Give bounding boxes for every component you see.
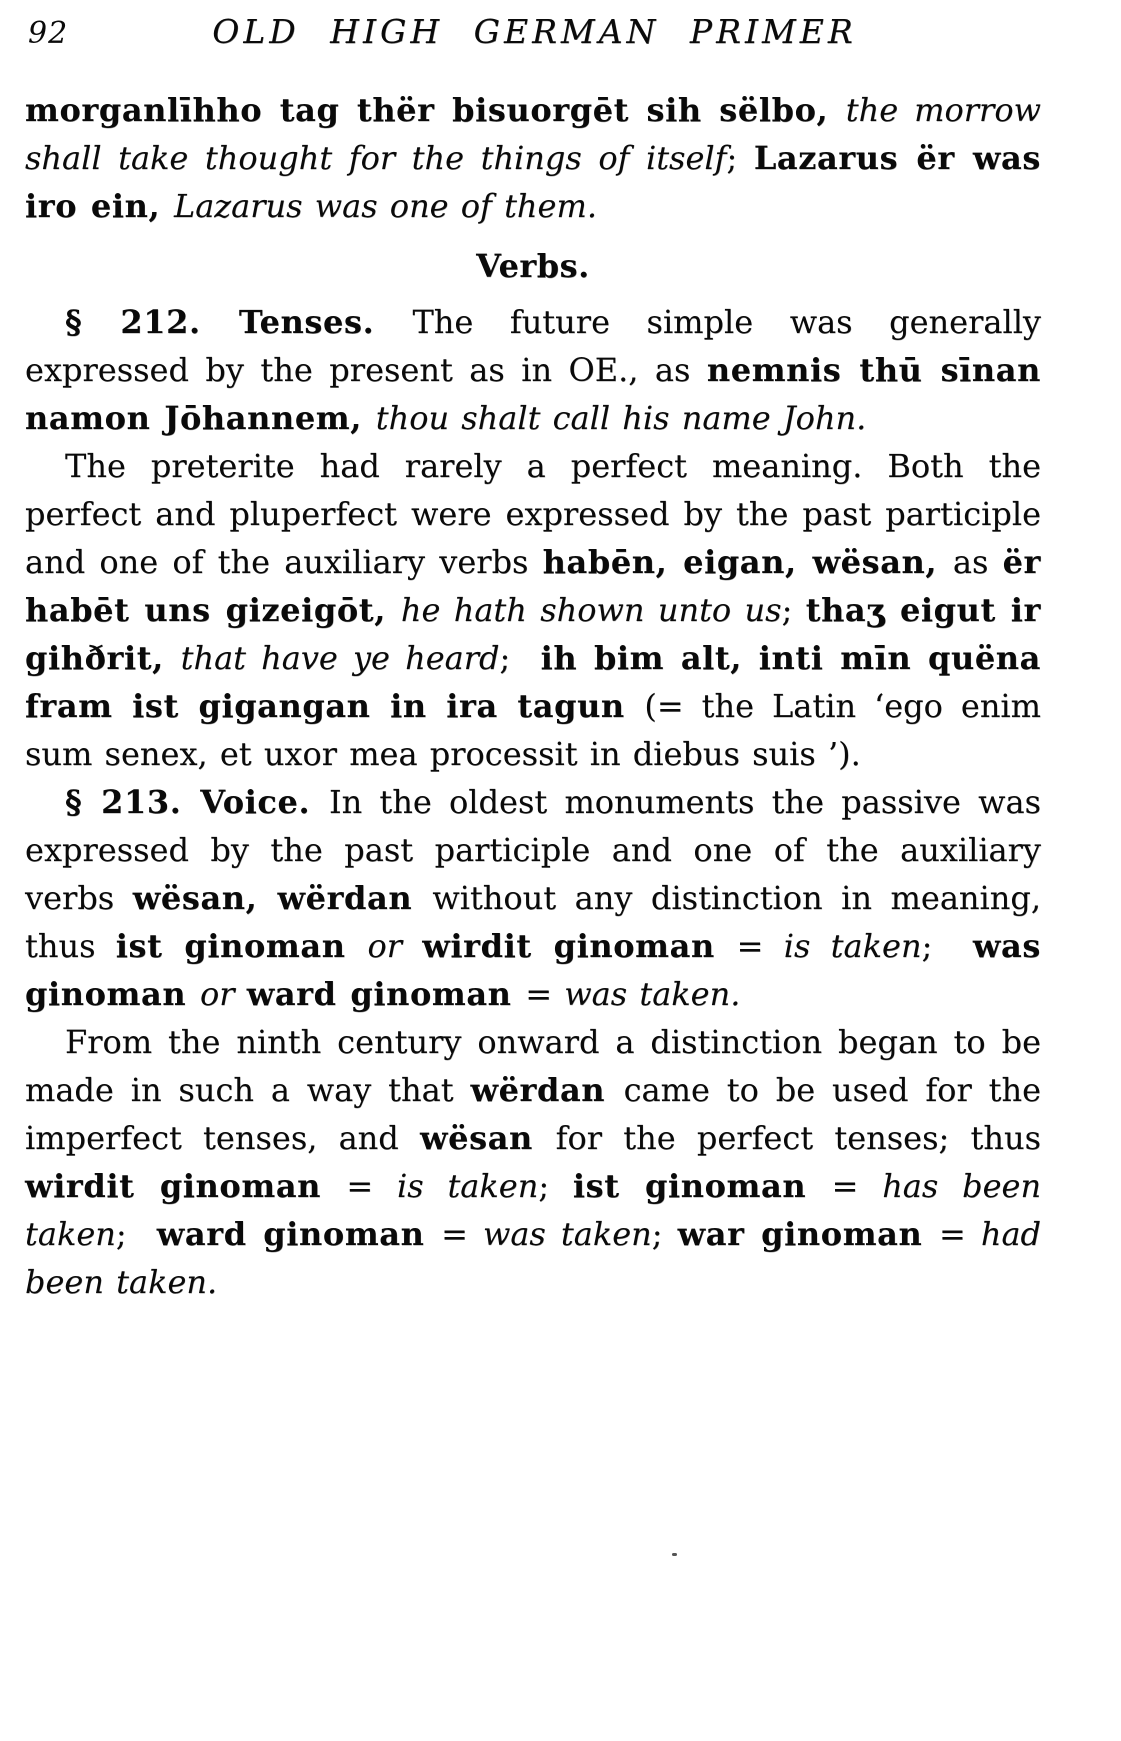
text-run-bold: ist ginoman [572, 1167, 832, 1205]
text-run-italic: thou shalt call his name John. [375, 399, 867, 437]
text-run-regular: ; [921, 927, 973, 965]
text-run-regular: In the oldest monuments the passive was expressed by the past participle and one of the auxiliary verbs [25, 783, 1054, 917]
text-run-bold: wërdan [470, 1071, 624, 1109]
text-run-italic: that have ye heard [180, 639, 500, 677]
text-run-bold: ër habēt uns gizeigōt, [25, 543, 1055, 629]
running-title: OLD HIGH GERMAN PRIMER [212, 12, 857, 51]
running-head [28, 10, 1041, 56]
text-run-bold: wirdit ginoman [422, 927, 737, 965]
text-run-regular: ; [651, 1215, 678, 1253]
text-run-italic: or [199, 975, 247, 1013]
paragraph [25, 298, 1055, 442]
text-run-bold: ward ginoman [156, 1215, 442, 1253]
text-run-bold: ih bim alt, inti mīn quëna fram ist gigangan in ira tagun [25, 639, 1055, 725]
text-run-regular: ; [538, 1167, 573, 1205]
text-run-regular: The future simple was generally expressed by the present as in OE., as [25, 303, 1054, 389]
page-body [25, 86, 1055, 1306]
text-run-bold: wësan, wërdan [132, 879, 433, 917]
text-run-regular: without any distinction in meaning, thus [25, 879, 1054, 965]
text-run-italic: had been taken. [25, 1215, 1054, 1301]
text-run-bold: was ginoman [25, 927, 1055, 1013]
text-run-regular: (= the Latin ‘ego enim sum senex, et uxor mea processit in diebus suis ’). [25, 687, 1054, 773]
text-run-bold: thaʒ eigut ir gihðrit, [25, 591, 1055, 677]
text-run-italic: was taken. [564, 975, 741, 1013]
section-heading: Verbs. [476, 247, 590, 285]
text-run-regular: = [346, 1167, 397, 1205]
text-run-regular: as [952, 543, 1003, 581]
text-run-italic: the morrow shall take thought for the things of itself [25, 91, 1054, 177]
paragraph [25, 1018, 1054, 1306]
text-run-regular: came to be used for the imperfect tenses, and [25, 1071, 1054, 1157]
text-run-regular: ; [726, 139, 754, 177]
text-run-bold: § 213. Voice. [65, 783, 329, 821]
text-run-italic: has been taken [25, 1167, 1054, 1253]
text-run-italic: or [367, 927, 423, 965]
text-run-regular: = [441, 1215, 483, 1253]
paragraph [25, 778, 1055, 1018]
text-run-bold: wirdit ginoman [25, 1167, 347, 1205]
text-run-bold: nemnis thū sīnan namon Jōhannem, [25, 351, 1055, 437]
text-run-bold: habēn, eigan, wësan, [542, 543, 953, 581]
text-run-bold: ward ginoman [246, 975, 526, 1013]
text-run-bold: Lazarus ër was iro ein, [25, 139, 1055, 225]
text-run-bold: war ginoman [677, 1215, 939, 1253]
text-run-bold: ist ginoman [115, 927, 368, 965]
text-run-regular: ; [115, 1215, 157, 1253]
text-run-italic: he hath shown unto us [400, 591, 782, 629]
text-run-regular: From the ninth century onward a distinction began to be made in such a way that [25, 1023, 1054, 1109]
paragraph [25, 86, 1055, 230]
scan-speck [672, 1553, 677, 1556]
text-run-regular: The preterite had rarely a perfect meaning. Both the perfect and pluperfect were expressed by the past participle and one of the auxiliary verbs [25, 447, 1054, 581]
text-run-italic: was taken [482, 1215, 652, 1253]
text-run-bold: § 212. Tenses. [65, 303, 413, 341]
text-run-regular: = [831, 1167, 883, 1205]
text-run-regular: ; [499, 639, 541, 677]
text-run-regular: = [938, 1215, 981, 1253]
text-run-italic: is taken [783, 927, 922, 965]
text-run-bold: morganlīhho tag thër bisuorgēt sih sëlbo, [25, 91, 846, 129]
text-run-regular: for the perfect tenses; thus [555, 1119, 1054, 1157]
text-run-regular: = [525, 975, 565, 1013]
text-run-regular: ; [781, 591, 806, 629]
paragraph [25, 442, 1055, 778]
text-run-regular: = [736, 927, 784, 965]
text-run-italic: is taken [397, 1167, 539, 1205]
page-number: 92 [28, 16, 69, 51]
text-run-bold: wësan [419, 1119, 556, 1157]
text-run-italic: Lazarus was one of them. [173, 187, 597, 225]
